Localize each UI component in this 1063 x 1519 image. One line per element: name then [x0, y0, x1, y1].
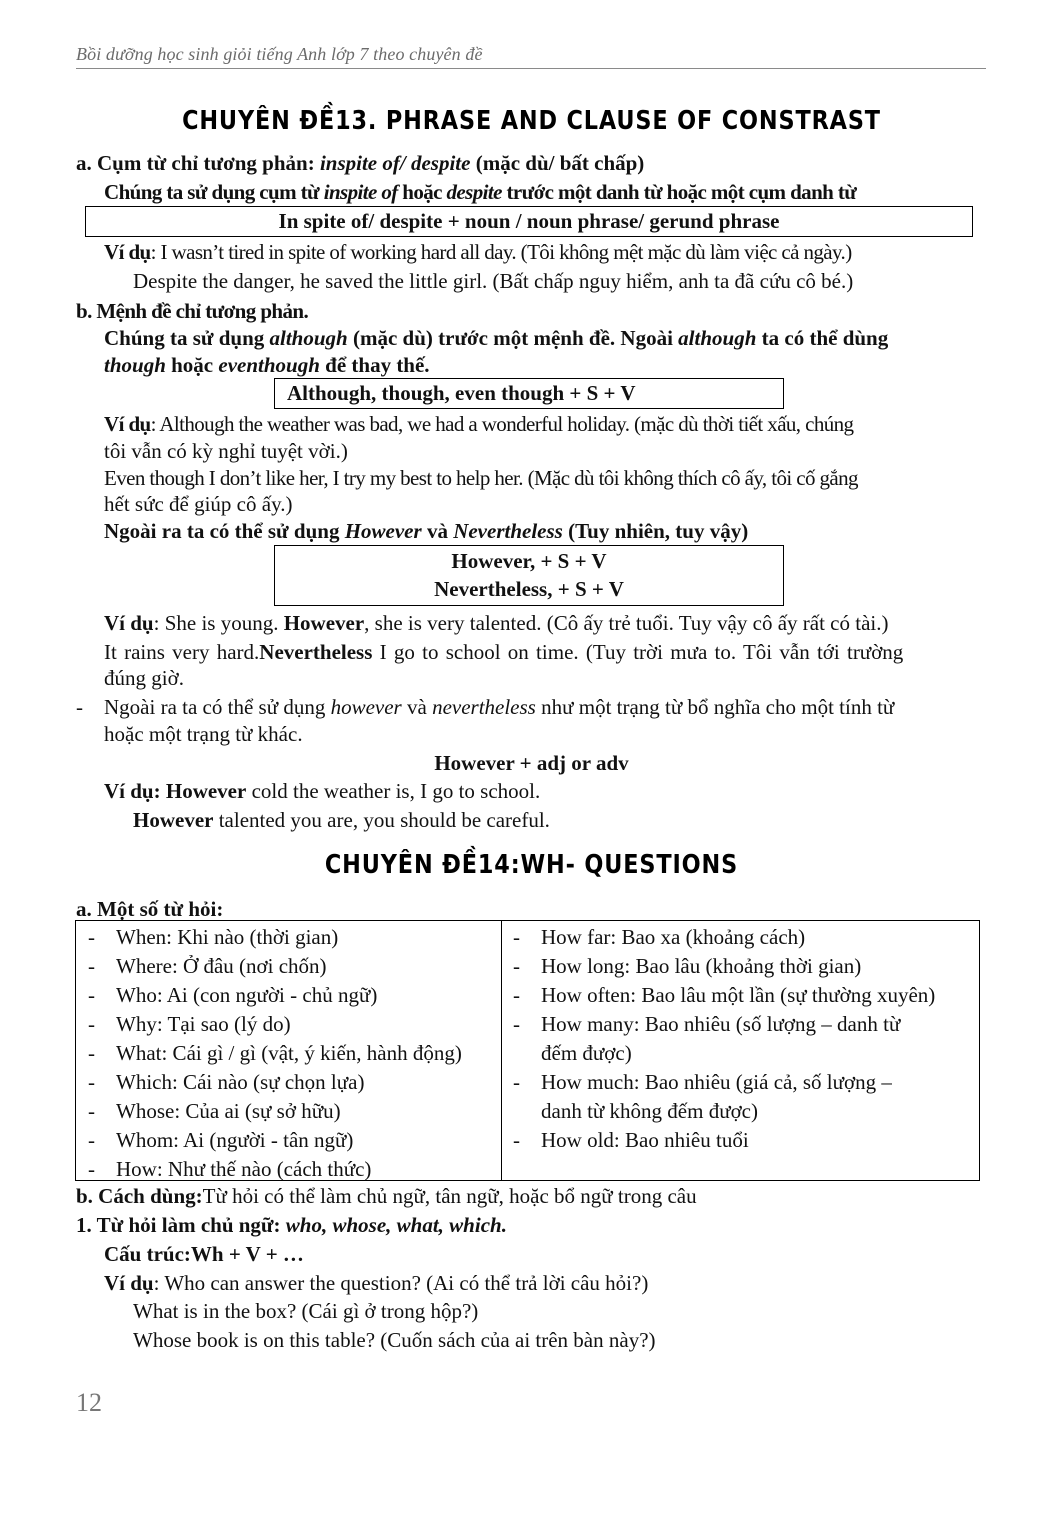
note-text: như một trạng từ bổ nghĩa cho một tính từ — [535, 695, 895, 719]
example-b-5 — [104, 778, 540, 804]
usage-italic: though — [104, 353, 166, 377]
bullet-dash: - — [88, 1070, 95, 1094]
example-14-2: What is in the box? (Cái gì ở trong hộp?) — [133, 1299, 479, 1323]
example-label: Ví dụ — [104, 1271, 154, 1295]
example-b-2a: Even though I don’t like her, I try my best to help her. (Mặc dù tôi không thích cô ấy, tôi cố gắng — [104, 466, 858, 490]
section-a-heading — [76, 150, 644, 176]
question-word-item: đếm được) — [541, 1041, 632, 1065]
example-bold: However — [283, 611, 365, 635]
bullet-dash: - — [88, 954, 95, 978]
chapter-14-title: CHUYÊN ĐỀ14:WH- QUESTIONS — [324, 850, 739, 880]
usage-text: Chúng ta sử dụng cụm từ — [104, 180, 324, 204]
also-text: và — [421, 519, 454, 543]
example-text: , she is very talented. (Cô ấy trẻ tuổi. Tuy vậy cô ấy rất có tài.) — [364, 611, 889, 635]
example-a-2: Despite the danger, he saved the little girl. (Bất chấp nguy hiểm, anh ta đã cứu cô bé.) — [133, 269, 854, 293]
section-b-usage-2 — [104, 352, 430, 378]
formula-text: Nevertheless, + S + V — [434, 577, 624, 601]
bullet-dash: - — [513, 1070, 520, 1094]
formula-text: However, + S + V — [451, 549, 607, 573]
note-adverb-line-1 — [104, 694, 894, 720]
also-text: (Tuy nhiên, tuy vậy) — [562, 519, 749, 543]
bullet-dash: - — [88, 1157, 95, 1181]
example-b-1a — [104, 411, 853, 437]
bullet-dash: - — [88, 1012, 95, 1036]
also-italic: However — [344, 519, 422, 543]
example-b-2b: hết sức để giúp cô ấy.) — [104, 492, 293, 516]
usage-italic: although — [269, 326, 348, 350]
page-number: 12 — [76, 1388, 102, 1417]
note-italic: however — [330, 695, 402, 719]
question-word-item: How: Như thế nào (cách thức) — [116, 1157, 372, 1181]
question-word-item: Who: Ai (con người - chủ ngữ) — [116, 983, 378, 1007]
usage-italic: despite — [446, 180, 502, 204]
usage-italic: eventhough — [218, 353, 320, 377]
example-label: Ví dụ — [104, 611, 154, 635]
example-bold: However — [133, 808, 214, 832]
usage-text: trước một danh từ hoặc một cụm danh từ — [501, 180, 857, 204]
question-word-item: How much: Bao nhiêu (giá cả, số lượng – — [541, 1070, 892, 1094]
example-b-1b: tôi vẫn có kỳ nghỉ tuyệt vời.) — [104, 439, 348, 463]
bullet-dash: - — [76, 695, 83, 719]
bullet-dash: - — [88, 1128, 95, 1152]
question-word-item: Where: Ở đâu (nơi chốn) — [116, 954, 327, 978]
example-label: Ví dụ: — [104, 779, 166, 803]
section-b-usage-1 — [104, 325, 888, 351]
example-bold: However — [165, 779, 247, 803]
point-italic: who, whose, what, which. — [285, 1213, 507, 1237]
note-text: Ngoài ra ta có thể sử dụng — [104, 695, 331, 719]
example-14-3: Whose book is on this table? (Cuốn sách của ai trên bàn này?) — [133, 1328, 656, 1352]
structure-line: Cấu trúc:Wh + V + … — [104, 1242, 304, 1266]
note-text: và — [401, 695, 433, 719]
question-word-item: Whose: Của ai (sự sở hữu) — [116, 1099, 341, 1123]
note-italic: nevertheless — [432, 695, 536, 719]
header-rule — [76, 68, 986, 69]
usage-text: để thay thế. — [319, 353, 430, 377]
usage-italic: although — [678, 326, 757, 350]
section-b-heading: b. Mệnh đề chỉ tương phản. — [76, 299, 309, 323]
example-label: Ví dụ — [104, 412, 151, 436]
example-b-4d: đúng giờ. — [104, 666, 184, 690]
also-italic: Nevertheless — [453, 519, 563, 543]
section-label: b. Cách dùng: — [76, 1184, 203, 1208]
formula-text: In spite of/ despite + noun / noun phrase/ gerund phrase — [278, 209, 780, 233]
heading-text: (mặc dù/ bất chấp) — [470, 151, 645, 175]
formula-box-however — [274, 545, 784, 606]
bullet-dash: - — [513, 1128, 520, 1152]
example-text: : She is young. — [153, 611, 284, 635]
formula-box-although — [274, 378, 784, 409]
question-words-table — [75, 920, 980, 1181]
formula-text: Although, though, even though + S + V — [287, 381, 636, 405]
question-word-item: How often: Bao lâu một lần (sự thường xuyên) — [541, 983, 936, 1007]
example-text: cold the weather is, I go to school. — [246, 779, 541, 803]
bullet-dash: - — [513, 983, 520, 1007]
also-however-line — [104, 518, 748, 544]
section-a-usage — [104, 179, 856, 205]
example-14-1 — [104, 1270, 648, 1296]
example-text: : Who can answer the question? (Ai có thể trả lời câu hỏi?) — [153, 1271, 649, 1295]
bullet-dash: - — [88, 1041, 95, 1065]
table-column-left — [76, 921, 502, 1180]
usage-text: ta có thể dùng — [756, 326, 889, 350]
usage-text: hoặc — [165, 353, 219, 377]
usage-italic: inspite of — [323, 180, 398, 204]
also-text: Ngoài ra ta có thể sử dụng — [104, 519, 345, 543]
heading-text: a. Cụm từ chỉ tương phản: — [76, 151, 320, 175]
bullet-dash: - — [88, 983, 95, 1007]
usage-text: hoặc — [397, 180, 447, 204]
example-text: It rains very hard. — [104, 640, 260, 664]
question-word-item: How many: Bao nhiêu (số lượng – danh từ — [541, 1012, 901, 1036]
heading-italic: inspite of/ despite — [319, 151, 471, 175]
question-word-item: How long: Bao lâu (khoảng thời gian) — [541, 954, 862, 978]
question-word-item: danh từ không đếm được) — [541, 1099, 758, 1123]
question-word-item: Whom: Ai (người - tân ngữ) — [116, 1128, 354, 1152]
usage-text: Chúng ta sử dụng — [104, 326, 270, 350]
question-word-item: What: Cái gì / gì (vật, ý kiến, hành động) — [116, 1041, 462, 1065]
example-text: : Although the weather was bad, we had a wonderful holiday. (mặc dù thời tiết xấu, chúng — [150, 412, 854, 436]
example-b-6 — [133, 807, 550, 833]
point-1-line — [76, 1212, 507, 1238]
question-word-item: How far: Bao xa (khoảng cách) — [541, 925, 806, 949]
example-b-4 — [104, 639, 903, 665]
example-text: I go to school on time. (Tuy trời mưa to. Tôi vẫn tới trường — [372, 640, 904, 664]
section-text: Từ hỏi có thể làm chủ ngữ, tân ngữ, hoặc bổ ngữ trong câu — [202, 1184, 697, 1208]
question-word-item: How old: Bao nhiêu tuổi — [541, 1128, 749, 1152]
example-text: talented you are, you should be careful. — [213, 808, 550, 832]
usage-text: (mặc dù) trước một mệnh đề. Ngoài — [347, 326, 679, 350]
bullet-dash: - — [88, 1099, 95, 1123]
chapter-13-title: CHUYÊN ĐỀ13. PHRASE AND CLAUSE OF CONSTRAST — [182, 106, 881, 136]
formula-however-adj: However + adj or adv — [434, 751, 629, 775]
example-label: Ví dụ — [104, 240, 151, 264]
section-14a-heading: a. Một số từ hỏi: — [76, 897, 224, 921]
bullet-dash: - — [88, 925, 95, 949]
bullet-dash: - — [513, 1012, 520, 1036]
section-14b-line — [76, 1183, 697, 1209]
example-text: : I wasn’t tired in spite of working hard all day. (Tôi không mệt mặc dù làm việc cả ngày.) — [150, 240, 852, 264]
note-adverb-line-2: hoặc một trạng từ khác. — [104, 722, 303, 746]
example-b-3 — [104, 610, 888, 636]
bullet-dash: - — [513, 925, 520, 949]
question-word-item: When: Khi nào (thời gian) — [116, 925, 339, 949]
question-word-item: Which: Cái nào (sự chọn lựa) — [116, 1070, 365, 1094]
table-column-right — [501, 921, 979, 1180]
question-word-item: Why: Tại sao (lý do) — [116, 1012, 291, 1036]
point-label: 1. Từ hỏi làm chủ ngữ: — [76, 1213, 286, 1237]
running-header: Bồi dưỡng học sinh giỏi tiếng Anh lớp 7 theo chuyên đề — [76, 44, 483, 64]
bullet-dash: - — [513, 954, 520, 978]
example-bold: Nevertheless — [259, 640, 373, 664]
formula-box-in-spite-of — [85, 206, 973, 237]
example-a-1 — [104, 239, 852, 265]
